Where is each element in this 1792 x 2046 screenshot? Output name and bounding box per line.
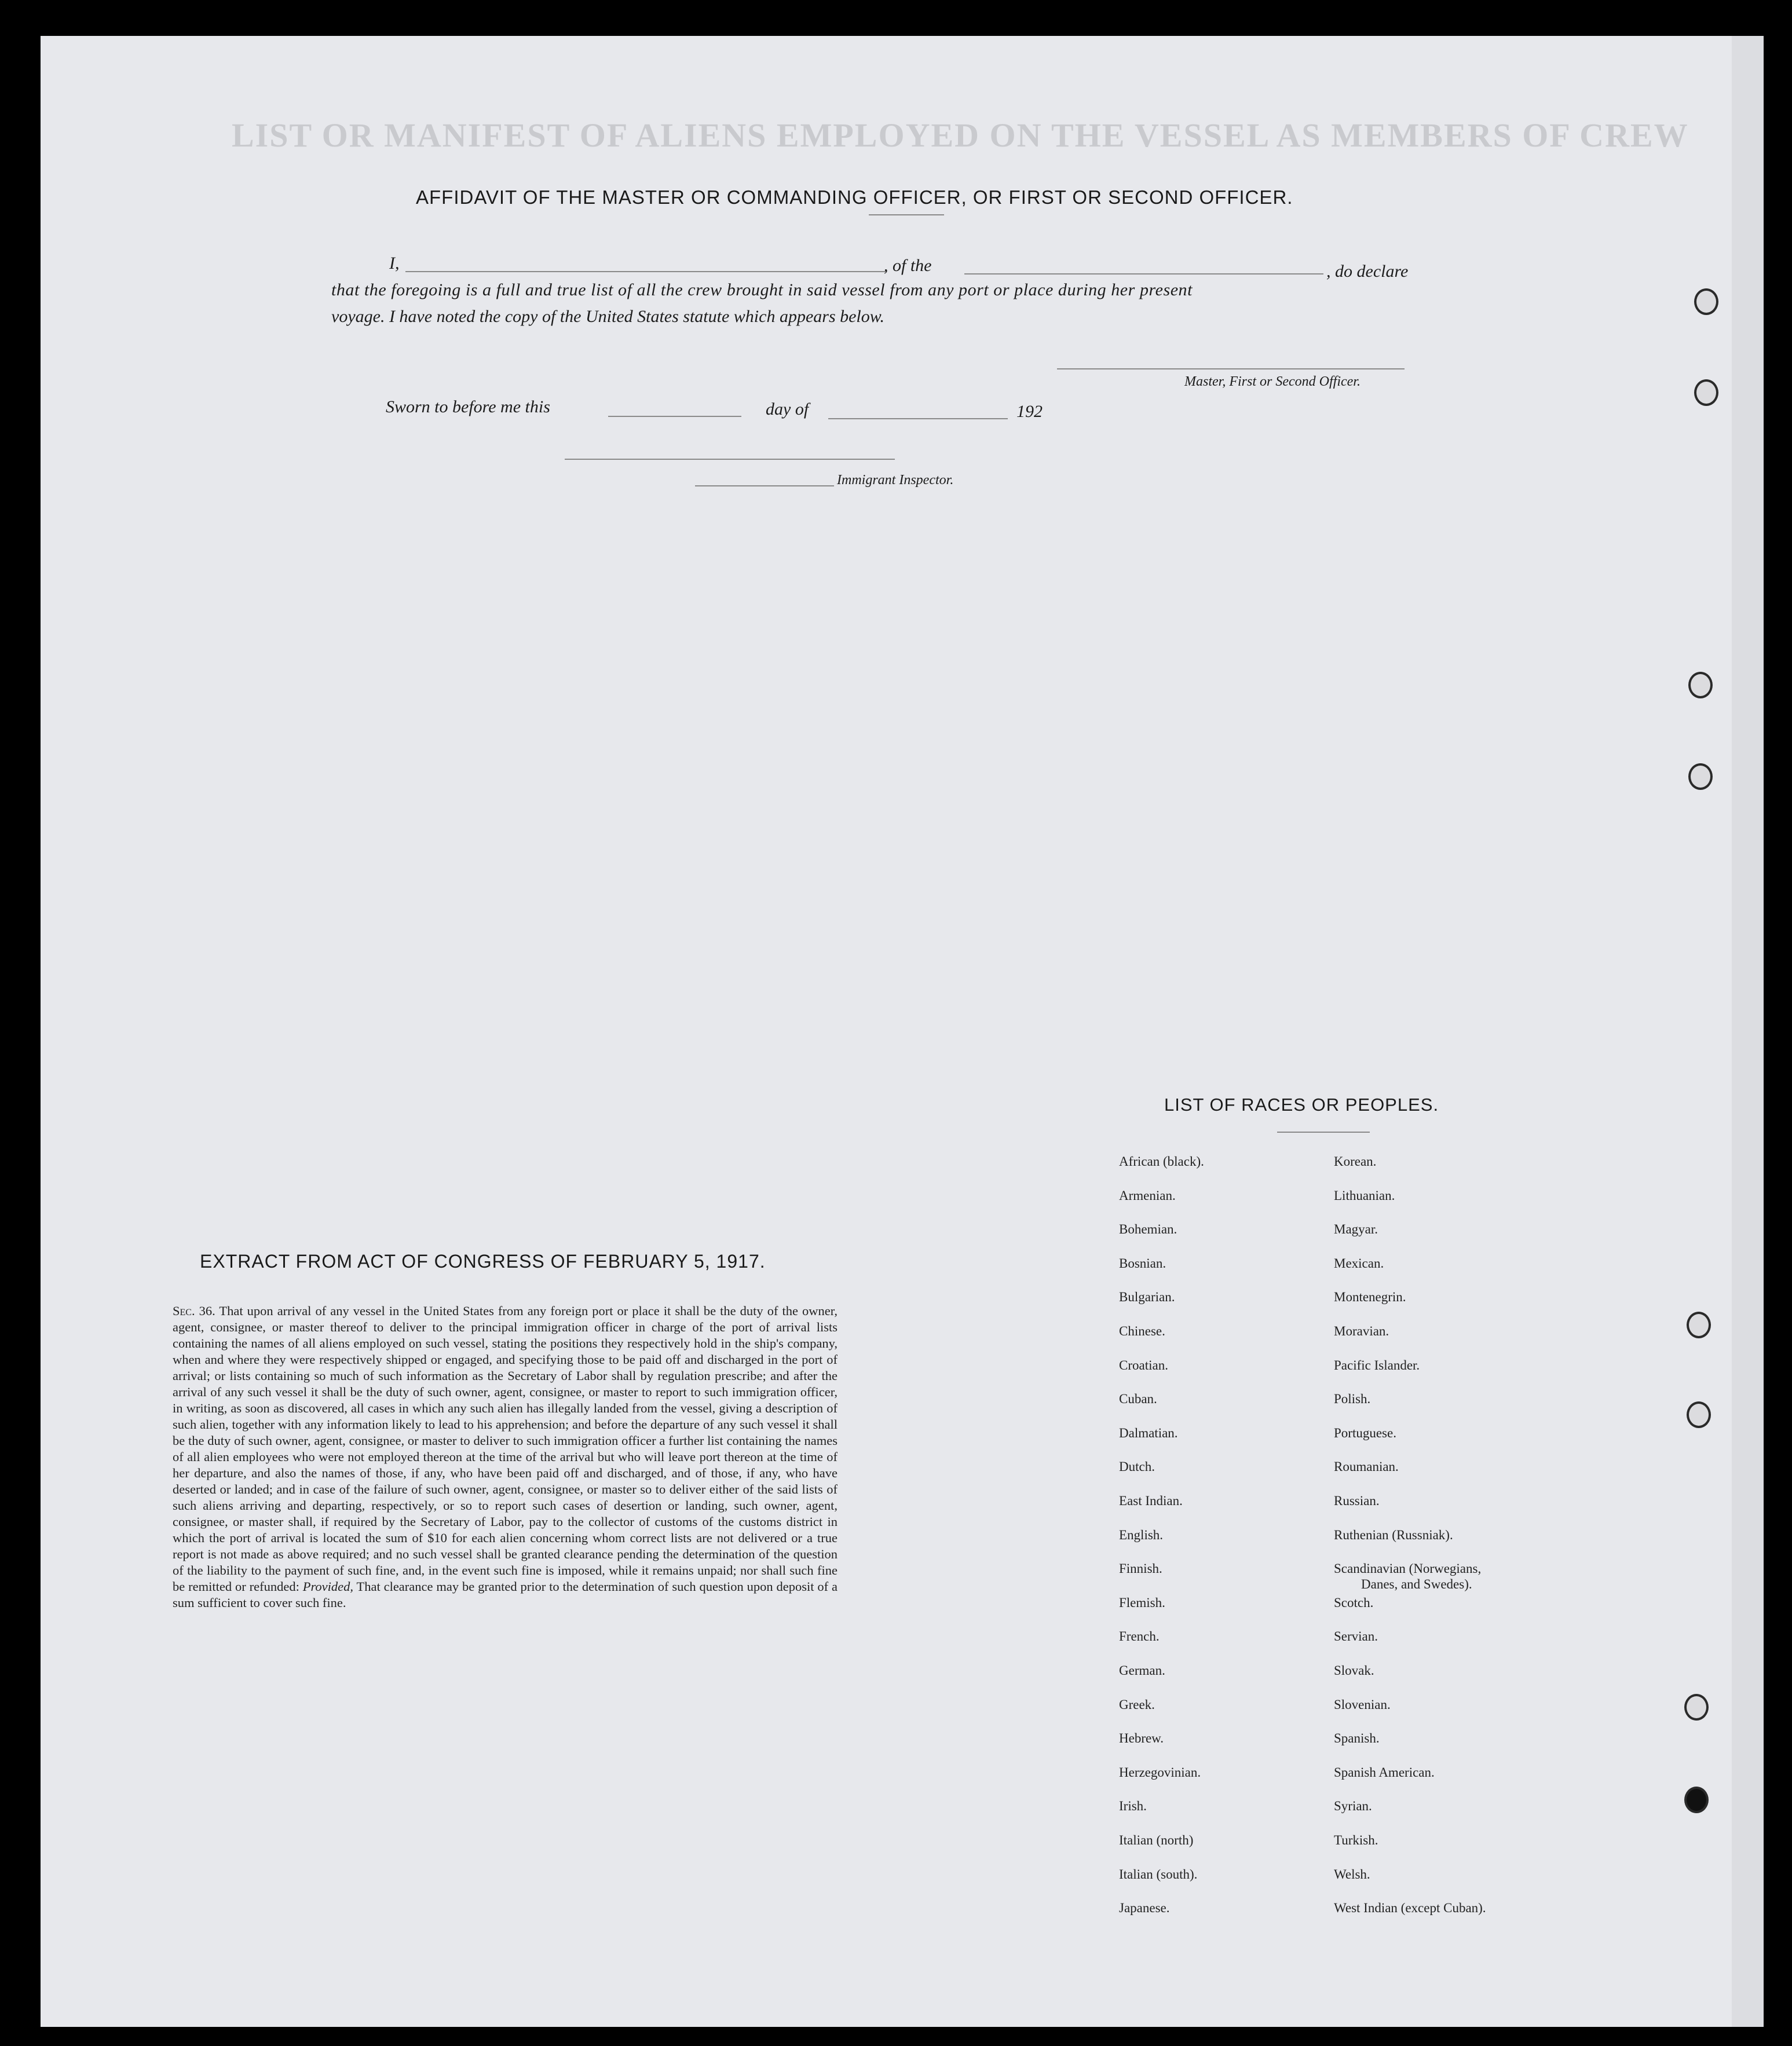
of-the-label: , of the: [884, 256, 932, 275]
race-item: French.: [1119, 1629, 1160, 1644]
race-item: Scotch.: [1334, 1595, 1374, 1610]
master-signature-label: Master, First or Second Officer.: [1184, 374, 1361, 389]
race-item: Slovenian.: [1334, 1697, 1391, 1712]
day-blank: [608, 416, 741, 417]
sworn-label: Sworn to before me this: [386, 397, 550, 416]
punch-hole: [1687, 1312, 1711, 1338]
inspector-blank: [695, 485, 834, 486]
race-item: Flemish.: [1119, 1595, 1165, 1610]
race-item: Croatian.: [1119, 1357, 1168, 1372]
race-item: West Indian (except Cuban).: [1334, 1901, 1486, 1916]
race-item: Italian (north): [1119, 1833, 1194, 1847]
punch-hole: [1688, 763, 1713, 790]
race-item: German.: [1119, 1663, 1165, 1678]
punch-hole: [1684, 1694, 1709, 1721]
inspector-signature-line: [565, 459, 895, 460]
section-label: Sec. 36.: [173, 1304, 215, 1318]
document-page: [41, 36, 1764, 2027]
race-item: Syrian.: [1334, 1799, 1372, 1814]
extract-text-a: That upon arrival of any vessel in the United States from any foreign port or place it shall be the duty of the owner, agent, consignee, or master thereof to deliver to the principal immigration officer in charge of the port of arrival lists containing the names of all aliens employed on such vessel, stating the positions they respectively hold in the ship's company, when and where they were respectively shipped or engaged, and specifying those to be paid off and discharged in the port of arrival; or lists containing so much of such information as the Secretary of Labor shall by regulation prescribe; and after the arrival of any such vessel it shall be the duty of such owner, agent, consignee, or master to report to such immigration officer, in writing, as soon as discovered, all cases in which any such alien has illegally landed from the vessel, giving a description of such alien, together with any information likely to lead to his apprehension; and before the departure of any such vessel it shall be the duty of such owner, agent, consignee, or master to deliver to such immigration officer a further list containing the names of all alien employees who were not employed thereon at the time of the arrival but who will leave port thereon at the time of her departure, and also the names of those, if any, who have been paid off and discharged, and of those, if any, who have deserted or landed; and in case of the failure of such owner, agent, consignee, or master so to deliver either of the said lists of such aliens arriving and departing, respectively, or so to report such cases of desertion or landing, such owner, agent, consignee, or master shall, if required by the Secretary of Labor, pay to the collector of customs of the customs district in which the port of arrival is located the sum of $10 for each alien concerning whom correct lists are not delivered or a true report is not made as above required; and no such vessel shall be granted clearance pending the determination of the question of the liability to the payment of such fine, and, in the event such fine is imposed, while it remains unpaid; nor shall such fine be remitted or refunded:: [173, 1304, 838, 1594]
race-item: Magyar.: [1334, 1222, 1378, 1237]
month-blank: [828, 418, 1008, 419]
race-item: Bulgarian.: [1119, 1290, 1175, 1305]
extract-text-b: That clearance may be granted prior to the determination of such question upon deposit of a sum sufficient to cover such fine.: [173, 1579, 838, 1610]
race-item: Ruthenian (Russniak).: [1334, 1527, 1453, 1542]
race-item: Bohemian.: [1119, 1222, 1177, 1237]
race-item: Roumanian.: [1334, 1459, 1399, 1474]
races-title: LIST OF RACES OR PEOPLES.: [1164, 1095, 1439, 1115]
affidavit-body-line2: voyage. I have noted the copy of the United States statute which appears below.: [331, 307, 885, 326]
race-item: Greek.: [1119, 1697, 1155, 1712]
race-item: Servian.: [1334, 1629, 1378, 1644]
race-item: Spanish American.: [1334, 1765, 1435, 1780]
race-item: Chinese.: [1119, 1324, 1165, 1338]
race-item-continuation: Danes, and Swedes).: [1361, 1577, 1472, 1592]
race-item: Dalmatian.: [1119, 1425, 1178, 1440]
race-item: Hebrew.: [1119, 1731, 1164, 1746]
race-item: Welsh.: [1334, 1866, 1370, 1882]
race-item: East Indian.: [1119, 1494, 1183, 1508]
race-item: Moravian.: [1334, 1324, 1389, 1338]
race-item: Italian (south).: [1119, 1866, 1198, 1882]
race-item: Lithuanian.: [1334, 1188, 1395, 1203]
punch-hole: [1694, 379, 1718, 406]
race-item: African (black).: [1119, 1154, 1204, 1169]
affidavit-title: AFFIDAVIT OF THE MASTER OR COMMANDING OFFICER, OR FIRST OR SECOND OFFICER.: [416, 186, 1293, 208]
race-item: Dutch.: [1119, 1459, 1155, 1474]
race-item: Finnish.: [1119, 1561, 1162, 1576]
race-item: Polish.: [1334, 1392, 1371, 1407]
punch-hole: [1688, 672, 1713, 698]
race-item: Montenegrin.: [1334, 1290, 1406, 1305]
race-item: Portuguese.: [1334, 1425, 1396, 1440]
divider: [1277, 1132, 1370, 1133]
race-item: Turkish.: [1334, 1833, 1378, 1847]
do-declare-label: , do declare: [1326, 262, 1409, 281]
extract-title: EXTRACT FROM ACT OF CONGRESS OF FEBRUARY 5, 1917.: [200, 1251, 766, 1272]
race-item: Korean.: [1334, 1154, 1377, 1169]
year-prefix: 192: [1016, 402, 1043, 421]
extract-body: [173, 1303, 838, 1611]
affidavit-body-line1: that the foregoing is a full and true list of all the crew brought in said vessel from any port or place during her present: [331, 280, 1193, 299]
race-item: English.: [1119, 1527, 1164, 1542]
race-item: Pacific Islander.: [1334, 1357, 1420, 1372]
race-item: Bosnian.: [1119, 1256, 1166, 1271]
race-item: Cuban.: [1119, 1392, 1157, 1407]
race-item: Scandinavian (Norwegians,: [1334, 1561, 1482, 1576]
race-item: Irish.: [1119, 1799, 1147, 1814]
race-item: Armenian.: [1119, 1188, 1176, 1203]
name-blank: [405, 271, 886, 272]
race-item: Spanish.: [1334, 1731, 1380, 1746]
race-item: Herzegovinian.: [1119, 1765, 1201, 1780]
bleed-through-text: LIST OR MANIFEST OF ALIENS EMPLOYED ON THE VESSEL AS MEMBERS OF CREW: [232, 116, 1689, 154]
race-item: Mexican.: [1334, 1256, 1384, 1271]
race-item: Slovak.: [1334, 1663, 1374, 1678]
day-of-label: day of: [766, 400, 809, 419]
affidavit-i-label: I,: [389, 254, 400, 273]
race-item: Russian.: [1334, 1494, 1380, 1508]
race-item: Japanese.: [1119, 1901, 1170, 1916]
divider: [869, 214, 944, 215]
master-signature-line: [1057, 368, 1405, 369]
punch-hole: [1684, 1787, 1709, 1813]
page-edge: [1732, 36, 1764, 2027]
vessel-blank: [964, 273, 1323, 274]
provided-word: Provided,: [302, 1579, 353, 1594]
punch-hole: [1687, 1401, 1711, 1428]
inspector-label: Immigrant Inspector.: [837, 473, 954, 488]
punch-hole: [1694, 288, 1718, 315]
